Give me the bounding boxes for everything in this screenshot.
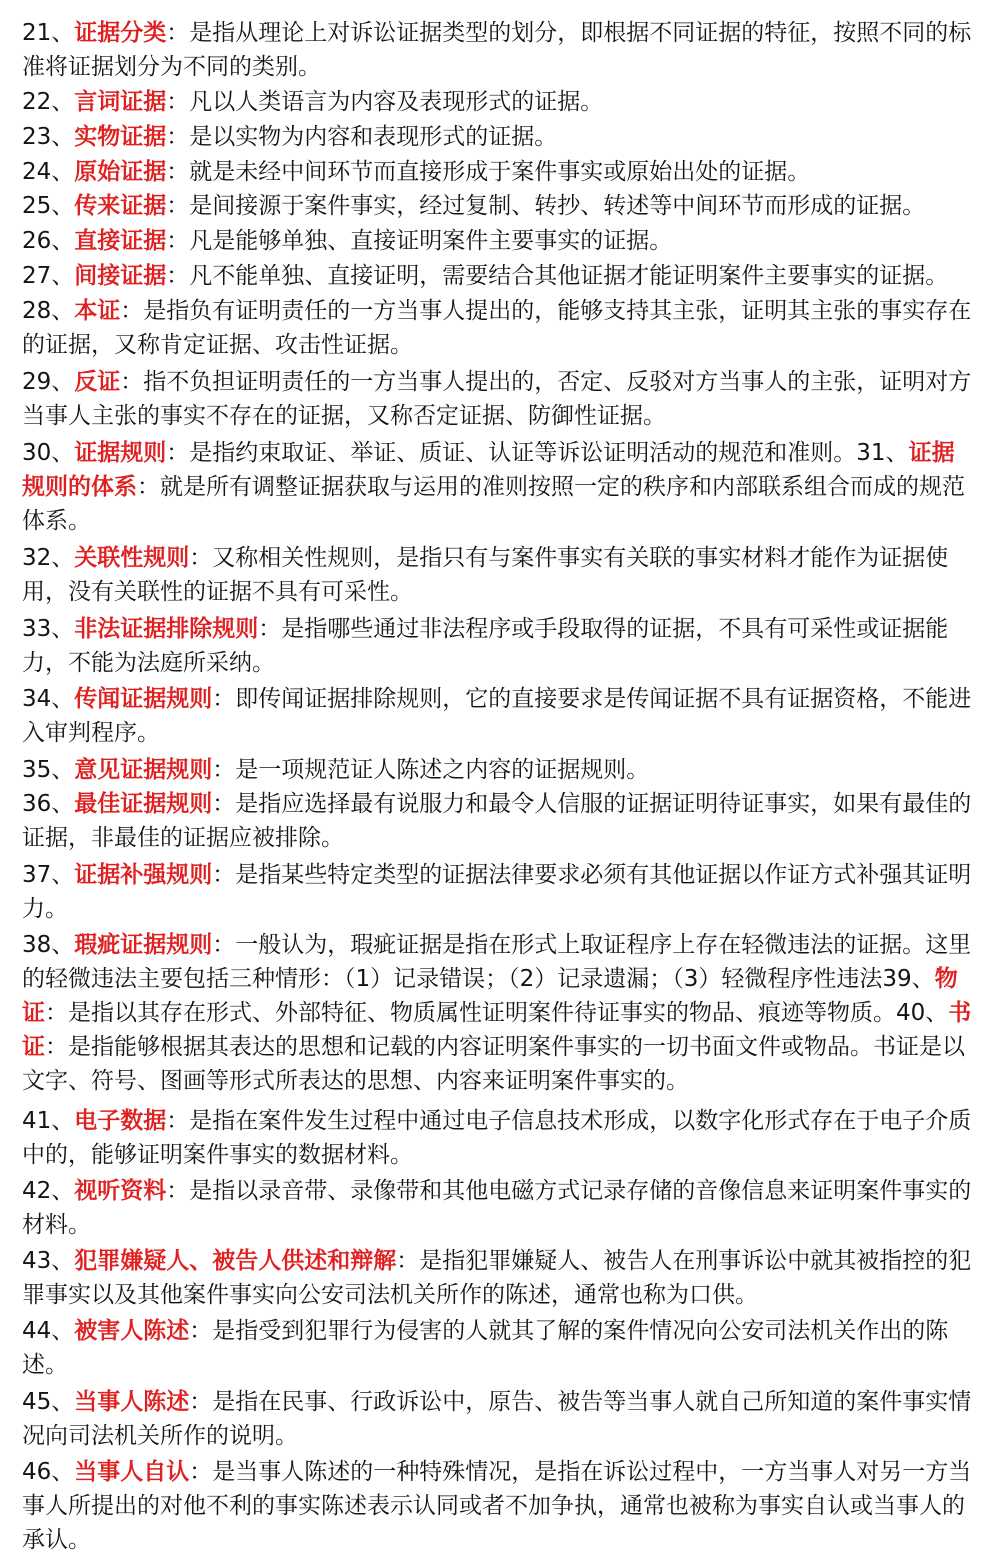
entry-term: 意见证据规则 (74, 757, 213, 783)
entry-definition: 就是所有调整证据获取与运用的准则按照一定的秩序和内部联系组合而成的规范体系。 (22, 474, 965, 534)
entry-definition: 凡不能单独、直接证明，需要结合其他证据才能证明案件主要事实的证据。 (189, 263, 949, 289)
entry-number: 44、 (22, 1318, 75, 1344)
entry-term: 被害人陈述 (74, 1318, 190, 1344)
entry-definition: 是指负有证明责任的一方当事人提出的，能够支持其主张，证明其主张的事实存在的证据，又称肯定证据、攻击性证据。 (22, 298, 972, 358)
entry-21 (22, 16, 972, 84)
entry-term: 实物证据 (74, 124, 167, 150)
entry-42 (22, 1174, 972, 1242)
entry-term: 当事人自认 (74, 1459, 190, 1485)
entry-term: 证据分类 (74, 20, 167, 46)
entry-definition: 是指以录音带、录像带和其他电磁方式记录存储的音像信息来证明案件事实的材料。 (22, 1178, 972, 1238)
entry-term: 电子数据 (74, 1108, 167, 1134)
entry-separator: ： (137, 474, 160, 500)
entry-definition: 指不负担证明责任的一方当事人提出的，否定、反驳对方当事人的主张，证明对方当事人主张的事实不存在的证据，又称否定证据、防御性证据。 (22, 369, 972, 429)
entry-definition: 是指从理论上对诉讼证据类型的划分，即根据不同证据的特征，按照不同的标准将证据划分为不同的类别。 (22, 20, 972, 80)
entry-separator: ： (45, 1034, 68, 1060)
entry-separator: ： (166, 263, 190, 289)
entry-definition: 是指约束取证、举证、质证、认证等诉讼证明活动的规范和准则。 (189, 440, 857, 466)
entry-definition: 是指应选择最有说服力和最令人信服的证据证明待证事实，如果有最佳的证据，非最佳的证据应被排除。 (22, 791, 972, 851)
entry-number: 38、 (22, 932, 75, 958)
entry-separator: ： (212, 686, 236, 712)
entry-36 (22, 787, 972, 855)
entry-definition: 是指能够根据其表达的思想和记载的内容证明案件事实的一切书面文件或物品。书证是以文字、符号、图画等形式所表达的思想、内容来证明案件事实的。 (22, 1034, 965, 1094)
entry-definition: 是当事人陈述的一种特殊情况，是指在诉讼过程中，一方当事人对另一方当事人所提出的对他不利的事实陈述表示认同或者不加争执，通常也被称为事实自认或当事人的承认。 (22, 1459, 972, 1553)
entry-33 (22, 612, 972, 680)
entry-separator: ： (166, 20, 190, 46)
entry-separator: ： (212, 932, 236, 958)
entry-41 (22, 1104, 972, 1172)
entry-separator: ： (45, 1000, 68, 1026)
entry-number: 43、 (22, 1248, 75, 1274)
entry-definition: 是指受到犯罪行为侵害的人就其了解的案件情况向公安司法机关作出的陈述。 (22, 1318, 949, 1378)
entry-separator: ： (120, 369, 144, 395)
entry-term: 证据补强规则 (74, 862, 213, 888)
entry-30-31 (22, 436, 972, 538)
entry-28 (22, 294, 972, 362)
entry-number: 40、 (896, 1000, 949, 1026)
entry-separator: ： (212, 862, 236, 888)
entry-separator: ： (258, 616, 282, 642)
entry-term: 非法证据排除规则 (74, 616, 259, 642)
entry-number: 27、 (22, 263, 75, 289)
entry-number: 29、 (22, 369, 75, 395)
entry-number: 41、 (22, 1108, 75, 1134)
entry-separator: ： (189, 1459, 213, 1485)
entry-45 (22, 1385, 972, 1453)
entry-definition: 一般认为，瑕疵证据是指在形式上取证程序上存在轻微违法的证据。这里的轻微违法主要包括三种情形：（1）记录错误；（2）记录遗漏；（3）轻微程序性违法 (22, 932, 972, 992)
entry-separator: ： (120, 298, 144, 324)
entry-number: 36、 (22, 791, 75, 817)
entry-separator: ： (166, 159, 190, 185)
entry-number: 31、 (856, 440, 909, 466)
entry-23 (22, 120, 972, 154)
entry-term: 瑕疵证据规则 (74, 932, 213, 958)
entry-separator: ： (166, 1178, 190, 1204)
entry-definition: 是一项规范证人陈述之内容的证据规则。 (235, 757, 650, 783)
entry-35 (22, 753, 972, 787)
entry-22 (22, 85, 972, 119)
entry-term: 最佳证据规则 (74, 791, 213, 817)
entry-definition: 又称相关性规则，是指只有与案件事实有关联的事实材料才能作为证据使用，没有关联性的证据不具有可采性。 (22, 545, 949, 605)
entry-term: 间接证据 (74, 263, 167, 289)
entry-27 (22, 259, 972, 293)
entry-32 (22, 541, 972, 609)
entry-definition: 凡是能够单独、直接证明案件主要事实的证据。 (189, 228, 673, 254)
entry-term: 传来证据 (74, 193, 167, 219)
entry-number: 34、 (22, 686, 75, 712)
entry-separator: ： (166, 193, 190, 219)
entry-separator: ： (166, 1108, 190, 1134)
entry-separator: ： (166, 228, 190, 254)
entry-term: 反证 (74, 369, 121, 395)
entry-definition: 是指某些特定类型的证据法律要求必须有其他证据以作证方式补强其证明力。 (22, 862, 972, 922)
entry-term: 言词证据 (74, 89, 167, 115)
entry-term: 犯罪嫌疑人、被告人供述和辩解 (74, 1248, 397, 1274)
entry-number: 26、 (22, 228, 75, 254)
entry-term: 证据规则 (74, 440, 167, 466)
entry-number: 45、 (22, 1389, 75, 1415)
entry-term: 原始证据 (74, 159, 167, 185)
entry-separator: ： (166, 440, 190, 466)
entry-number: 33、 (22, 616, 75, 642)
entry-38-39-40 (22, 928, 972, 1098)
entry-term: 本证 (74, 298, 121, 324)
entry-34 (22, 682, 972, 750)
entry-term: 关联性规则 (74, 545, 190, 571)
entry-26 (22, 224, 972, 258)
entry-definition: 是指在民事、行政诉讼中，原告、被告等当事人就自己所知道的案件事实情况向司法机关所作的说明。 (22, 1389, 972, 1449)
entry-term: 书证 (22, 1000, 972, 1060)
entry-definition: 是指哪些通过非法程序或手段取得的证据，不具有可采性或证据能力，不能为法庭所采纳。 (22, 616, 949, 676)
entry-definition: 是指犯罪嫌疑人、被告人在刑事诉讼中就其被指控的犯罪事实以及其他案件事实向公安司法机关所作的陈述，通常也称为口供。 (22, 1248, 972, 1308)
entry-number: 39、 (882, 966, 935, 992)
entry-definition: 就是未经中间环节而直接形成于案件事实或原始出处的证据。 (189, 159, 811, 185)
entry-term: 当事人陈述 (74, 1389, 190, 1415)
entry-term: 物证 (22, 966, 958, 1026)
entry-number: 46、 (22, 1459, 75, 1485)
entry-separator: ： (212, 791, 236, 817)
entry-number: 42、 (22, 1178, 75, 1204)
entry-term: 直接证据 (74, 228, 167, 254)
entry-25 (22, 189, 972, 223)
entry-separator: ： (189, 1389, 213, 1415)
entry-number: 21、 (22, 20, 75, 46)
entry-number: 28、 (22, 298, 75, 324)
entry-definition: 是指在案件发生过程中通过电子信息技术形成，以数字化形式存在于电子介质中的，能够证明案件事实的数据材料。 (22, 1108, 972, 1168)
entry-number: 22、 (22, 89, 75, 115)
entry-definition: 即传闻证据排除规则，它的直接要求是传闻证据不具有证据资格，不能进入审判程序。 (22, 686, 972, 746)
entry-separator: ： (212, 757, 236, 783)
entry-number: 35、 (22, 757, 75, 783)
entry-separator: ： (396, 1248, 420, 1274)
entry-separator: ： (189, 1318, 213, 1344)
entry-44 (22, 1314, 972, 1382)
entry-number: 32、 (22, 545, 75, 571)
entry-46 (22, 1455, 972, 1557)
entry-separator: ： (166, 124, 190, 150)
entry-definition: 凡以人类语言为内容及表现形式的证据。 (189, 89, 604, 115)
entry-term: 传闻证据规则 (74, 686, 213, 712)
entry-number: 25、 (22, 193, 75, 219)
entry-number: 37、 (22, 862, 75, 888)
entry-term: 证据规则的体系 (22, 440, 955, 500)
entry-24 (22, 155, 972, 189)
entry-separator: ： (166, 89, 190, 115)
entry-definition: 是以实物为内容和表现形式的证据。 (189, 124, 558, 150)
entry-term: 视听资料 (74, 1178, 167, 1204)
entry-separator: ： (189, 545, 213, 571)
entry-29 (22, 365, 972, 433)
entry-definition: 是指以其存在形式、外部特征、物质属性证明案件待证事实的物品、痕迹等物质。 (68, 1000, 896, 1026)
entry-43 (22, 1244, 972, 1312)
entry-number: 24、 (22, 159, 75, 185)
entry-definition: 是间接源于案件事实，经过复制、转抄、转述等中间环节而形成的证据。 (189, 193, 926, 219)
entry-number: 23、 (22, 124, 75, 150)
entry-number: 30、 (22, 440, 75, 466)
entry-37 (22, 858, 972, 926)
